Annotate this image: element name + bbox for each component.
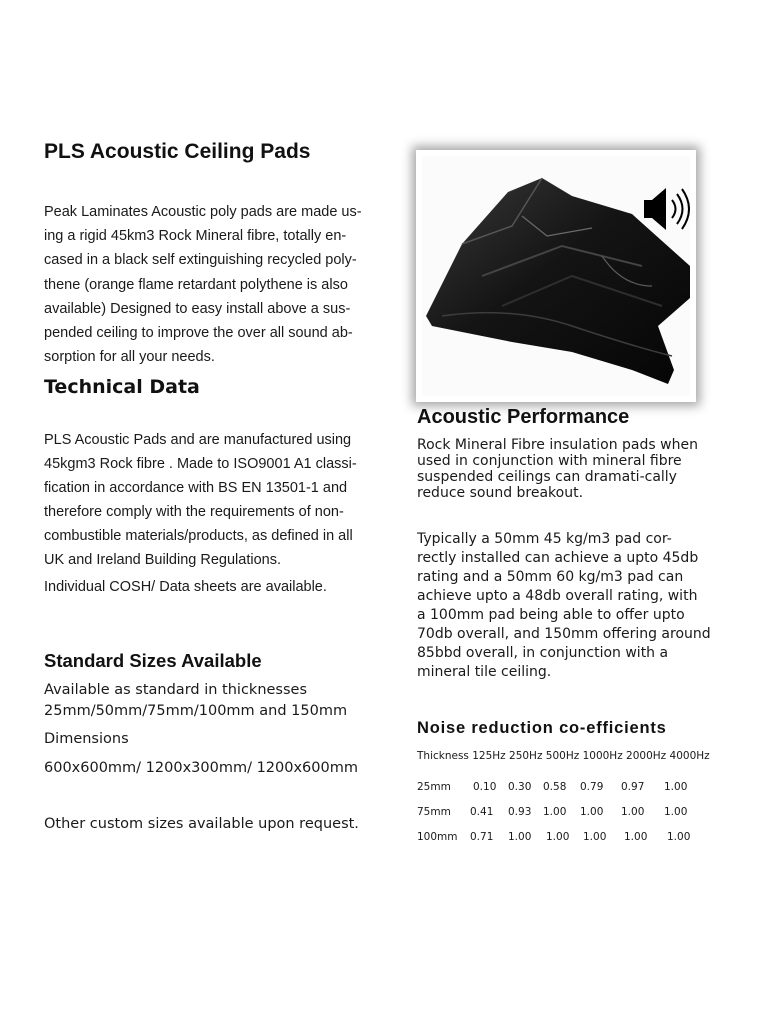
dimensions-label: Dimensions — [44, 731, 129, 747]
technical-line: combustible materials/products, as defined in all — [44, 528, 353, 544]
intro-line: sorption for all your needs. — [44, 349, 215, 366]
intro-line: thene (orange flame retardant polythene is also — [44, 276, 348, 293]
performance-line: Rock Mineral Fibre insulation pads when — [417, 437, 698, 453]
noise-reduction-table — [417, 750, 710, 856]
table-cell: 1.00 — [664, 806, 688, 818]
intro-line: pended ceiling to improve the over all sound ab- — [44, 325, 353, 342]
technical-line: 45kgm3 Rock fibre . Made to ISO9001 A1 classi- — [44, 456, 357, 472]
performance-line: 85bbd overall, in conjunction with a — [417, 645, 669, 661]
sizes-line-1: Available as standard in thicknesses — [44, 682, 308, 698]
table-cell: 1.00 — [543, 806, 567, 818]
table-cell: 25mm — [417, 781, 451, 793]
technical-line: UK and Ireland Building Regulations. — [44, 552, 281, 568]
table-cell: 1.00 — [621, 806, 645, 818]
custom-sizes-note: Other custom sizes available upon request. — [44, 816, 359, 832]
technical-line: fication in accordance with BS EN 13501-1 and — [44, 480, 348, 496]
table-cell: 1.00 — [583, 831, 607, 843]
intro-line: cased in a black self extinguishing recycled poly- — [44, 252, 357, 269]
technical-data-heading: Technical Data — [44, 376, 200, 398]
performance-line: rectly installed can achieve a upto 45db — [417, 550, 699, 566]
cosh-note: Individual COSH/ Data sheets are available. — [44, 579, 327, 595]
intro-line: available) Designed to easy install above a sus- — [44, 300, 351, 317]
table-cell: 100mm — [417, 831, 458, 843]
table-header: Thickness 125Hz 250Hz 500Hz 1000Hz 2000Hz 4000Hz — [417, 750, 710, 762]
table-cell: 0.97 — [621, 781, 645, 793]
standard-sizes-heading: Standard Sizes Available — [44, 650, 262, 671]
table-cell: 0.71 — [470, 831, 494, 843]
table-cell: 1.00 — [624, 831, 648, 843]
table-cell: 0.93 — [508, 806, 532, 818]
intro-line: Peak Laminates Acoustic poly pads are made us- — [44, 204, 362, 220]
acoustic-pad-image — [422, 156, 690, 396]
table-cell: 1.00 — [580, 806, 604, 818]
table-cell: 1.00 — [546, 831, 570, 843]
performance-line: suspended ceilings can dramati-cally — [417, 469, 677, 485]
table-cell: 75mm — [417, 806, 451, 818]
performance-line: achieve upto a 48db overall rating, with — [417, 588, 698, 604]
table-cell: 0.58 — [543, 781, 567, 793]
intro-line: ing a rigid 45km3 Rock Mineral fibre, totally en- — [44, 228, 347, 245]
table-cell: 1.00 — [667, 831, 691, 843]
dimensions-value: 600x600mm/ 1200x300mm/ 1200x600mm — [44, 760, 358, 776]
table-row — [417, 806, 710, 831]
acoustic-performance-heading: Acoustic Performance — [417, 406, 630, 428]
table-cell: 0.30 — [508, 781, 532, 793]
technical-data-paragraph — [44, 428, 357, 572]
intro-paragraph — [44, 200, 384, 369]
performance-paragraph-2 — [417, 530, 737, 682]
performance-line: 70db overall, and 150mm offering around — [417, 626, 711, 642]
technical-line: PLS Acoustic Pads and are manufactured using — [44, 432, 352, 448]
performance-line: mineral tile ceiling. — [417, 664, 552, 680]
performance-paragraph-1 — [417, 437, 727, 501]
technical-line: therefore comply with the requirements of non- — [44, 504, 344, 520]
performance-line: reduce sound breakout. — [417, 485, 584, 501]
product-photo — [416, 150, 696, 402]
table-cell: 0.79 — [580, 781, 604, 793]
table-cell: 0.41 — [470, 806, 494, 818]
sizes-line-2: 25mm/50mm/75mm/100mm and 150mm — [44, 703, 348, 719]
noise-reduction-heading: Noise reduction co-efficients — [417, 719, 667, 737]
table-cell: 1.00 — [664, 781, 688, 793]
table-row — [417, 781, 710, 806]
table-cell: 1.00 — [508, 831, 532, 843]
performance-line: Typically a 50mm 45 kg/m3 pad cor- — [417, 531, 672, 547]
performance-line: a 100mm pad being able to offer upto — [417, 607, 685, 623]
page-title: PLS Acoustic Ceiling Pads — [44, 140, 311, 163]
performance-line: rating and a 50mm 60 kg/m3 pad can — [417, 569, 684, 585]
performance-line: used in conjunction with mineral fibre — [417, 453, 682, 469]
table-row — [417, 831, 710, 856]
table-cell: 0.10 — [473, 781, 497, 793]
speaker-icon — [644, 188, 689, 230]
